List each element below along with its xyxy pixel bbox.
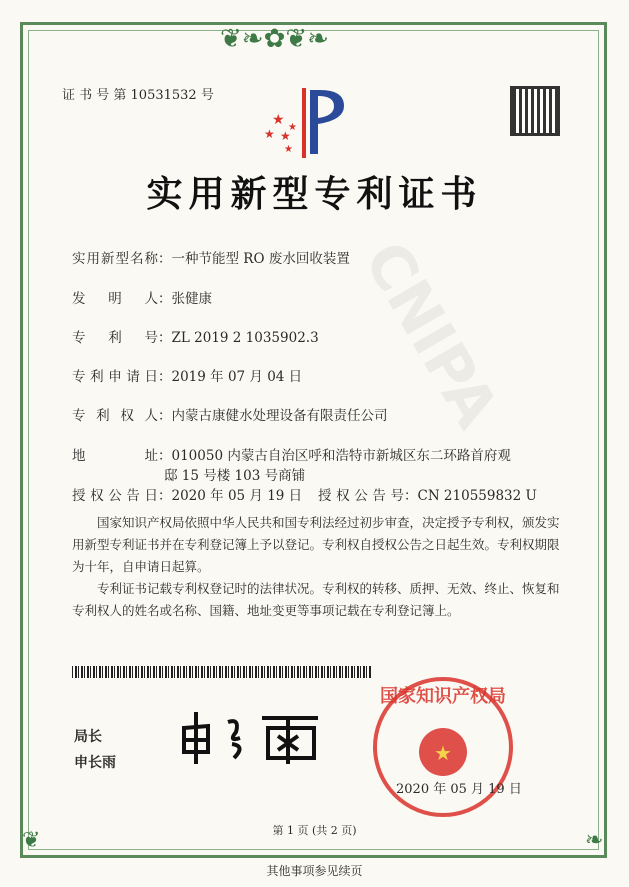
corner-ornament: ❦ <box>22 828 41 853</box>
qr-code <box>510 86 560 136</box>
field-utility-model-name: 实用新型名称：一种节能型 RO 废水回收装置 <box>72 251 350 267</box>
continuation-note: 其他事项参见续页 <box>266 864 363 878</box>
official-seal <box>368 672 518 822</box>
svg-text:★: ★ <box>272 112 285 128</box>
paragraph: 专利证书记载专利权登记时的法律状况。专利权的转移、质押、无效、终止、恢复和专利权人的姓名或名称、国籍、地址变更等事项记载在专利登记簿上。 <box>72 581 560 618</box>
handwritten-signature <box>178 708 328 768</box>
paragraph: 国家知识产权局依照中华人民共和国专利法经过初步审查，决定授予专利权，颁发实用新型专利证书并在专利登记簿上予以登记。专利权自授权公告之日起生效。专利权期限为十年，自申请日起算。 <box>72 515 560 574</box>
barcode <box>72 666 372 678</box>
svg-text:★: ★ <box>434 741 452 765</box>
field-application-date: 专利申请日：2019 年 07 月 04 日 <box>72 369 303 385</box>
certificate-number: 证 书 号 第 10531532 号 <box>62 88 214 103</box>
field-inventor: 发明人：张健康 <box>72 291 212 307</box>
svg-text:★: ★ <box>284 144 293 155</box>
field-grant-number: 授权公告号：CN 210559832 U <box>318 488 537 504</box>
field-patentee: 专利权人：内蒙古康健水处理设备有限责任公司 <box>72 408 388 424</box>
svg-text:★: ★ <box>288 122 297 133</box>
watermark: CNIPA <box>350 230 512 440</box>
field-patent-number: 专利号：ZL 2019 2 1035902.3 <box>72 330 319 346</box>
svg-text:★: ★ <box>280 129 291 143</box>
signatory-name: 申长雨 <box>74 755 116 771</box>
page-number: 第 1 页 (共 2 页) <box>272 824 357 837</box>
svg-text:★: ★ <box>264 127 275 141</box>
signatory-title: 局长 <box>74 729 102 745</box>
corner-ornament: ❧ <box>585 828 604 853</box>
field-grant-date: 授权公告日：2020 年 05 月 19 日 <box>72 488 303 504</box>
page-title: 实用新型专利证书 <box>146 173 483 215</box>
field-address: 地址：010050 内蒙古自治区呼和浩特市新城区东二环路首府观 邸 15 号楼 103 号商铺 <box>72 448 511 484</box>
cnipa-logo <box>262 84 358 162</box>
seal-text: 国家知识产权局 <box>380 686 506 707</box>
stamp-date: 2020 年 05 月 19 日 <box>396 782 522 797</box>
top-ornament: ❦❧✿❦❧ <box>220 24 329 54</box>
